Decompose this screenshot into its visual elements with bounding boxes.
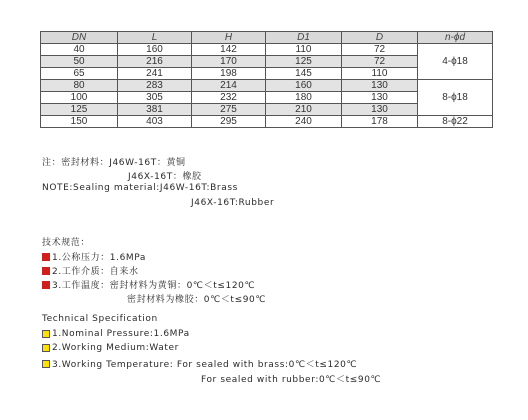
cell-l: 305 [118,92,192,104]
cell-l: 381 [118,104,192,116]
cell-h: 198 [192,68,266,80]
spec-en-item-text: 3.Working Temperature: For sealed with brass:0℃＜t≤120℃ [52,360,358,370]
table-header-row [41,32,493,44]
yellow-square-icon [42,360,50,368]
cell-holes: 4-ϕ18 [418,44,493,80]
spec-en-item [42,329,190,339]
cell-d: 130 [342,80,418,92]
table-row [41,44,493,56]
header-dn: DN [41,32,118,44]
cell-h: 170 [192,56,266,68]
table-row [41,80,493,92]
cell-dn: 50 [41,56,118,68]
red-square-icon [42,281,50,289]
cell-d1: 145 [266,68,342,80]
cell-h: 232 [192,92,266,104]
cell-d: 110 [342,68,418,80]
yellow-square-icon [42,344,50,352]
cell-dn: 65 [41,68,118,80]
cell-h: 214 [192,80,266,92]
dimension-table [40,31,493,128]
spec-cn-item-text: 1.公称压力：1.6MPa [52,253,147,263]
note-cn-line1: 注：密封材料：J46W-16T：黄铜 [42,158,186,168]
header-d: D [342,32,418,44]
cell-l: 283 [118,80,192,92]
note-cn-line2: J46X-16T：橡胶 [128,172,202,182]
spec-cn-cont: 密封材料为橡胶：0℃＜t≤90℃ [127,295,267,305]
spec-cn-item [42,250,146,263]
cell-d1: 125 [266,56,342,68]
spec-en-item [42,357,357,370]
cell-l: 216 [118,56,192,68]
cell-h: 275 [192,104,266,116]
red-square-icon [42,267,50,275]
cell-l: 403 [118,116,192,128]
cell-d1: 240 [266,116,342,128]
cell-d1: 180 [266,92,342,104]
spec-en-title: Technical Specification [42,314,158,324]
header-l: L [118,32,192,44]
cell-l: 241 [118,68,192,80]
spec-cn-item [42,278,255,291]
table-row [41,116,493,128]
cell-h: 295 [192,116,266,128]
cell-dn: 150 [41,116,118,128]
cell-d: 72 [342,44,418,56]
cell-dn: 100 [41,92,118,104]
cell-d1: 160 [266,80,342,92]
note-en-line2: J46X-16T:Rubber [191,198,275,208]
red-square-icon [42,253,50,261]
cell-dn: 40 [41,44,118,56]
spec-cn-item-text: 3.工作温度：密封材料为黄铜：0℃＜t≤120℃ [52,281,256,291]
spec-cn-title: 技术规范： [42,238,91,248]
yellow-square-icon [42,330,50,338]
header-d1: D1 [266,32,342,44]
spec-en-item [42,343,179,353]
cell-d1: 110 [266,44,342,56]
cell-d: 72 [342,56,418,68]
cell-dn: 125 [41,104,118,116]
note-en-line1: NOTE:Sealing material:J46W-16T:Brass [42,183,238,193]
cell-d1: 210 [266,104,342,116]
cell-d: 178 [342,116,418,128]
header-h: H [192,32,266,44]
spec-en-item-text: 1.Nominal Pressure:1.6MPa [52,329,190,339]
cell-l: 160 [118,44,192,56]
spec-cn-item [42,264,139,277]
cell-d: 130 [342,104,418,116]
spec-en-item-text: 2.Working Medium:Water [52,343,179,353]
cell-holes: 8-ϕ22 [418,116,493,128]
cell-d: 130 [342,92,418,104]
cell-dn: 80 [41,80,118,92]
cell-holes: 8-ϕ18 [418,80,493,116]
spec-en-cont: For sealed with rubber:0℃＜t≤90℃ [201,375,382,385]
header-holes: n-ϕd [418,32,493,44]
cell-h: 142 [192,44,266,56]
spec-cn-item-text: 2.工作介质：自来水 [52,267,139,277]
